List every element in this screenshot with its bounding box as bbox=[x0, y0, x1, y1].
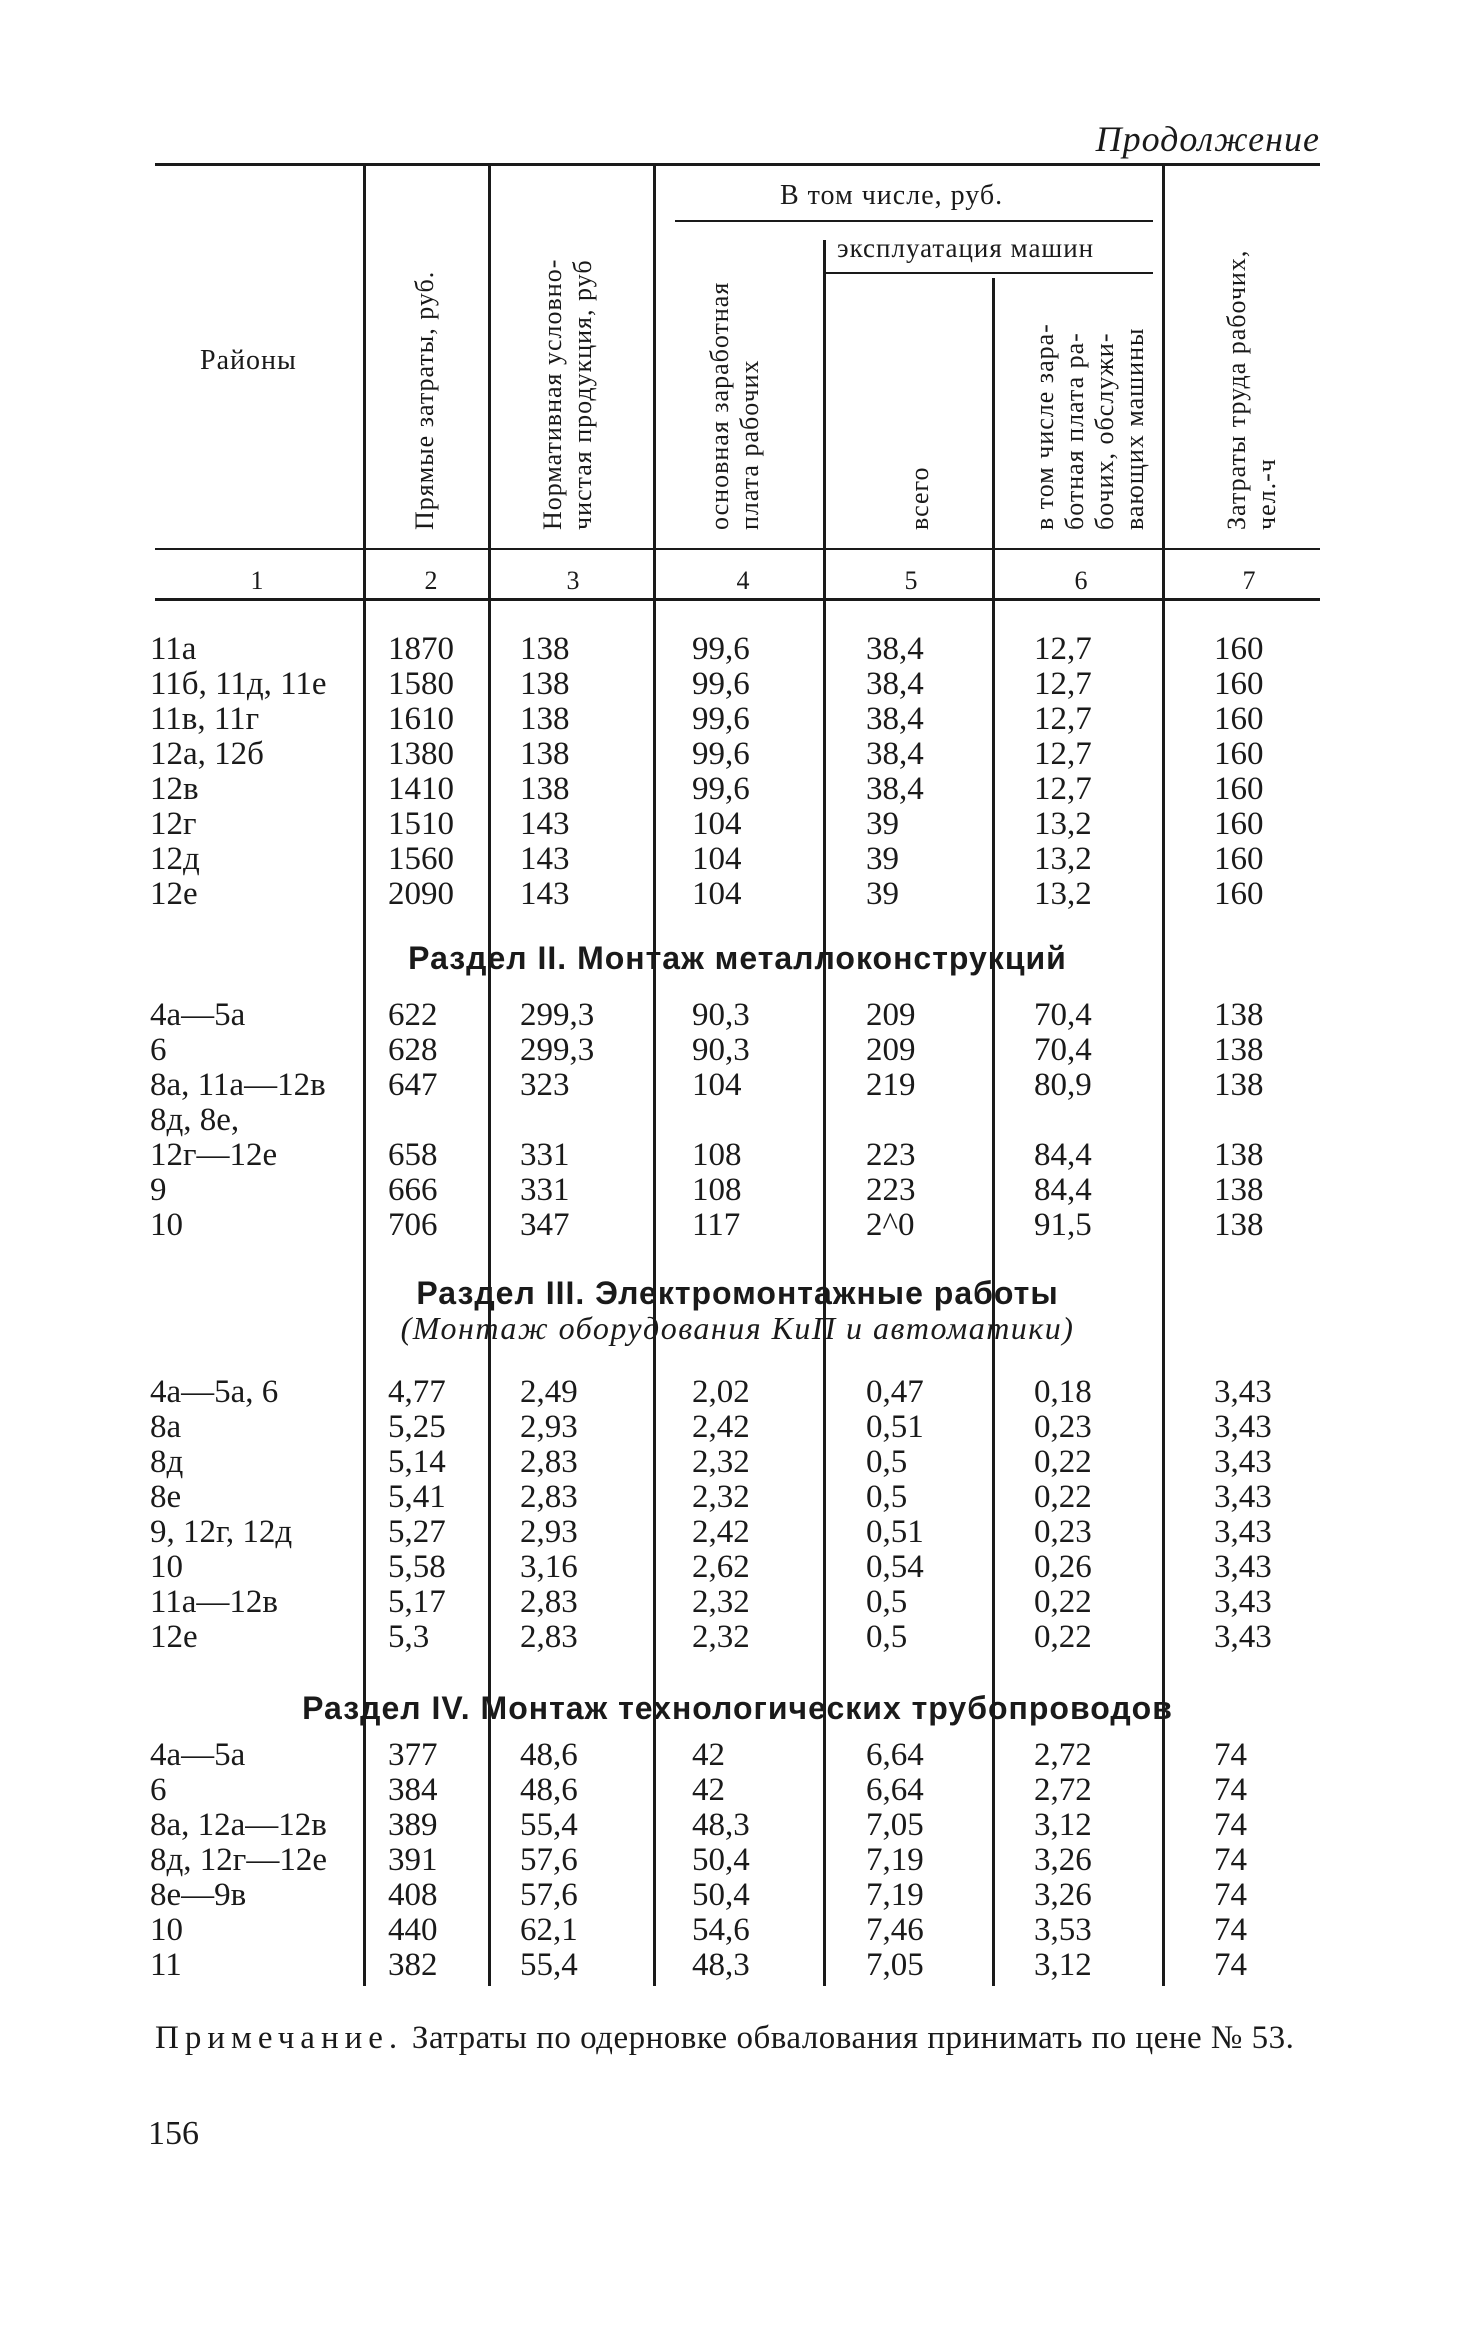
table-row bbox=[0, 1033, 1475, 1068]
table-row bbox=[0, 1445, 1475, 1480]
region-cell: 12г—12е bbox=[150, 1137, 278, 1173]
section-4-title: Раздел IV. Монтаж технологических трубопроводов bbox=[302, 1690, 1173, 1726]
column-number: 5 bbox=[904, 566, 918, 595]
value-cell: 91,5 bbox=[1034, 1207, 1092, 1243]
region-cell: 8а, 11а—12в bbox=[150, 1067, 326, 1103]
value-cell: 74 bbox=[1214, 1912, 1247, 1948]
value-cell: 331 bbox=[520, 1137, 570, 1173]
value-cell: 143 bbox=[520, 876, 570, 912]
value-cell: 62,1 bbox=[520, 1912, 578, 1948]
value-cell: 160 bbox=[1214, 736, 1264, 772]
value-cell: 382 bbox=[388, 1947, 438, 1983]
header-normative-line1: Нормативная условно- bbox=[538, 258, 567, 530]
value-cell: 219 bbox=[866, 1067, 916, 1103]
value-cell: 2,42 bbox=[692, 1409, 750, 1445]
value-cell: 1410 bbox=[388, 771, 454, 807]
value-cell: 138 bbox=[1214, 1207, 1264, 1243]
value-cell: 160 bbox=[1214, 806, 1264, 842]
value-cell: 3,12 bbox=[1034, 1807, 1092, 1843]
table-row bbox=[0, 807, 1475, 842]
table-row bbox=[0, 842, 1475, 877]
table-row bbox=[0, 1173, 1475, 1208]
region-cell: 12г bbox=[150, 806, 197, 842]
value-cell: 84,4 bbox=[1034, 1137, 1092, 1173]
value-cell: 74 bbox=[1214, 1877, 1247, 1913]
value-cell: 5,17 bbox=[388, 1584, 446, 1620]
region-cell: 8а bbox=[150, 1409, 182, 1445]
value-cell: 2,83 bbox=[520, 1584, 578, 1620]
value-cell: 0,22 bbox=[1034, 1619, 1092, 1655]
value-cell: 5,41 bbox=[388, 1479, 446, 1515]
value-cell: 39 bbox=[866, 841, 899, 877]
value-cell: 99,6 bbox=[692, 771, 750, 807]
table-row bbox=[0, 772, 1475, 807]
value-cell: 84,4 bbox=[1034, 1172, 1092, 1208]
value-cell: 48,6 bbox=[520, 1772, 578, 1808]
header-direct-costs: Прямые затраты, руб. bbox=[410, 270, 439, 530]
value-cell: 440 bbox=[388, 1912, 438, 1948]
table-row bbox=[0, 1738, 1475, 1773]
value-cell: 7,19 bbox=[866, 1842, 924, 1878]
value-cell: 1380 bbox=[388, 736, 454, 772]
value-cell: 5,58 bbox=[388, 1549, 446, 1585]
header-labor-line1: Затраты труда рабочих, bbox=[1222, 249, 1251, 530]
table-row bbox=[0, 1843, 1475, 1878]
value-cell: 55,4 bbox=[520, 1947, 578, 1983]
region-cell: 8е—9в bbox=[150, 1877, 247, 1913]
value-cell: 42 bbox=[692, 1772, 725, 1808]
value-cell: 7,19 bbox=[866, 1877, 924, 1913]
header-machine-wages-line1: в том числе зара- bbox=[1030, 323, 1059, 530]
value-cell: 389 bbox=[388, 1807, 438, 1843]
value-cell: 209 bbox=[866, 997, 916, 1033]
value-cell: 160 bbox=[1214, 631, 1264, 667]
table-row bbox=[0, 632, 1475, 667]
value-cell: 2,32 bbox=[692, 1584, 750, 1620]
value-cell: 160 bbox=[1214, 701, 1264, 737]
table-row bbox=[0, 1948, 1475, 1983]
value-cell: 143 bbox=[520, 806, 570, 842]
value-cell: 3,12 bbox=[1034, 1947, 1092, 1983]
value-cell: 0,47 bbox=[866, 1374, 924, 1410]
region-cell: 9, 12г, 12д bbox=[150, 1514, 293, 1550]
value-cell: 138 bbox=[520, 701, 570, 737]
value-cell: 38,4 bbox=[866, 631, 924, 667]
value-cell: 299,3 bbox=[520, 1032, 595, 1068]
value-cell: 223 bbox=[866, 1137, 916, 1173]
table-top-rule bbox=[155, 163, 1320, 166]
table-row bbox=[0, 737, 1475, 772]
column-number: 4 bbox=[736, 566, 750, 595]
value-cell: 13,2 bbox=[1034, 876, 1092, 912]
table-row bbox=[0, 1480, 1475, 1515]
value-cell: 3,16 bbox=[520, 1549, 578, 1585]
value-cell: 2,62 bbox=[692, 1549, 750, 1585]
value-cell: 13,2 bbox=[1034, 806, 1092, 842]
value-cell: 99,6 bbox=[692, 701, 750, 737]
column-number: 6 bbox=[1074, 566, 1088, 595]
value-cell: 6,64 bbox=[866, 1772, 924, 1808]
table-row bbox=[0, 1585, 1475, 1620]
value-cell: 0,23 bbox=[1034, 1409, 1092, 1445]
table-row bbox=[0, 1515, 1475, 1550]
value-cell: 1870 bbox=[388, 631, 454, 667]
value-cell: 99,6 bbox=[692, 631, 750, 667]
value-cell: 90,3 bbox=[692, 997, 750, 1033]
region-cell: 10 bbox=[150, 1912, 183, 1948]
column-number: 1 bbox=[250, 566, 264, 595]
header-including: В том числе, руб. bbox=[780, 180, 1004, 211]
including-rule bbox=[675, 220, 1153, 222]
table-row bbox=[0, 667, 1475, 702]
value-cell: 138 bbox=[520, 666, 570, 702]
table-row bbox=[0, 1773, 1475, 1808]
region-cell: 6 bbox=[150, 1032, 167, 1068]
value-cell: 99,6 bbox=[692, 666, 750, 702]
value-cell: 104 bbox=[692, 876, 742, 912]
value-cell: 209 bbox=[866, 1032, 916, 1068]
header-labor-line2: чел.-ч bbox=[1252, 458, 1281, 530]
table-row bbox=[0, 1808, 1475, 1843]
value-cell: 42 bbox=[692, 1737, 725, 1773]
value-cell: 0,54 bbox=[866, 1549, 924, 1585]
value-cell: 0,5 bbox=[866, 1444, 908, 1480]
region-cell: 12е bbox=[150, 1619, 198, 1655]
value-cell: 57,6 bbox=[520, 1842, 578, 1878]
table-row bbox=[0, 702, 1475, 737]
value-cell: 3,43 bbox=[1214, 1584, 1272, 1620]
value-cell: 38,4 bbox=[866, 701, 924, 737]
value-cell: 160 bbox=[1214, 771, 1264, 807]
table-row bbox=[0, 1550, 1475, 1585]
value-cell: 2,32 bbox=[692, 1619, 750, 1655]
value-cell: 5,25 bbox=[388, 1409, 446, 1445]
region-cell: 10 bbox=[150, 1207, 183, 1243]
value-cell: 3,43 bbox=[1214, 1514, 1272, 1550]
region-cell: 6 bbox=[150, 1772, 167, 1808]
value-cell: 2^0 bbox=[866, 1207, 915, 1243]
value-cell: 0,26 bbox=[1034, 1549, 1092, 1585]
value-cell: 0,18 bbox=[1034, 1374, 1092, 1410]
header-machine-wages-line3: бочих, обслужи- bbox=[1090, 332, 1119, 530]
column-numbers-rule bbox=[155, 598, 1320, 601]
value-cell: 658 bbox=[388, 1137, 438, 1173]
header-normative-line2: чистая продукция, руб bbox=[568, 259, 597, 530]
value-cell: 50,4 bbox=[692, 1877, 750, 1913]
value-cell: 160 bbox=[1214, 666, 1264, 702]
section-2-title: Раздел II. Монтаж металлоконструкций bbox=[408, 940, 1067, 976]
table-row bbox=[0, 1878, 1475, 1913]
header-wages-line1: основная заработная bbox=[705, 281, 734, 530]
value-cell: 12,7 bbox=[1034, 771, 1092, 807]
value-cell: 0,5 bbox=[866, 1479, 908, 1515]
value-cell: 38,4 bbox=[866, 666, 924, 702]
value-cell: 3,43 bbox=[1214, 1479, 1272, 1515]
value-cell: 1610 bbox=[388, 701, 454, 737]
value-cell: 2,93 bbox=[520, 1514, 578, 1550]
value-cell: 3,43 bbox=[1214, 1619, 1272, 1655]
value-cell: 3,43 bbox=[1214, 1444, 1272, 1480]
value-cell: 12,7 bbox=[1034, 701, 1092, 737]
value-cell: 299,3 bbox=[520, 997, 595, 1033]
value-cell: 0,22 bbox=[1034, 1479, 1092, 1515]
table-row bbox=[0, 1913, 1475, 1948]
value-cell: 50,4 bbox=[692, 1842, 750, 1878]
value-cell: 48,3 bbox=[692, 1947, 750, 1983]
value-cell: 5,3 bbox=[388, 1619, 430, 1655]
region-cell: 8д bbox=[150, 1444, 184, 1480]
header-machine-wages-line2: ботная плата ра- bbox=[1060, 332, 1089, 530]
value-cell: 13,2 bbox=[1034, 841, 1092, 877]
value-cell: 39 bbox=[866, 806, 899, 842]
value-cell: 347 bbox=[520, 1207, 570, 1243]
footnote bbox=[155, 2015, 1325, 2061]
value-cell: 99,6 bbox=[692, 736, 750, 772]
value-cell: 2,83 bbox=[520, 1444, 578, 1480]
value-cell: 104 bbox=[692, 841, 742, 877]
column-number: 2 bbox=[424, 566, 438, 595]
value-cell: 143 bbox=[520, 841, 570, 877]
header-total: всего bbox=[905, 466, 934, 530]
value-cell: 3,43 bbox=[1214, 1409, 1272, 1445]
value-cell: 138 bbox=[520, 771, 570, 807]
region-cell: 4а—5а, 6 bbox=[150, 1374, 279, 1410]
value-cell: 323 bbox=[520, 1067, 570, 1103]
value-cell: 74 bbox=[1214, 1772, 1247, 1808]
value-cell: 138 bbox=[520, 631, 570, 667]
value-cell: 90,3 bbox=[692, 1032, 750, 1068]
value-cell: 2,02 bbox=[692, 1374, 750, 1410]
table-row bbox=[0, 1208, 1475, 1243]
region-cell: 10 bbox=[150, 1549, 183, 1585]
value-cell: 57,6 bbox=[520, 1877, 578, 1913]
header-machine-wages-line4: вающих машины bbox=[1120, 327, 1149, 530]
value-cell: 74 bbox=[1214, 1737, 1247, 1773]
region-cell: 12д bbox=[150, 841, 200, 877]
region-cell: 12е bbox=[150, 876, 198, 912]
footnote-text: Затраты по одерновке обвалования принимать по цене № 53. bbox=[403, 2020, 1295, 2056]
value-cell: 3,26 bbox=[1034, 1842, 1092, 1878]
value-cell: 1580 bbox=[388, 666, 454, 702]
value-cell: 104 bbox=[692, 1067, 742, 1103]
table-row bbox=[0, 998, 1475, 1033]
value-cell: 622 bbox=[388, 997, 438, 1033]
region-cell: 11а bbox=[150, 631, 197, 667]
region-cell: 11в, 11г bbox=[150, 701, 260, 737]
section-3-title: Раздел III. Электромонтажные работы bbox=[416, 1275, 1059, 1311]
value-cell: 2090 bbox=[388, 876, 454, 912]
value-cell: 2,83 bbox=[520, 1479, 578, 1515]
value-cell: 138 bbox=[1214, 1032, 1264, 1068]
column-number: 3 bbox=[566, 566, 580, 595]
value-cell: 12,7 bbox=[1034, 666, 1092, 702]
value-cell: 138 bbox=[1214, 997, 1264, 1033]
value-cell: 0,51 bbox=[866, 1409, 924, 1445]
value-cell: 138 bbox=[1214, 1137, 1264, 1173]
value-cell: 48,3 bbox=[692, 1807, 750, 1843]
header-regions: Районы bbox=[200, 345, 297, 376]
footnote-label: Примечание. bbox=[155, 2020, 404, 2056]
machines-rule bbox=[826, 272, 1153, 274]
value-cell: 3,26 bbox=[1034, 1877, 1092, 1913]
continuation-label: Продолжение bbox=[1095, 119, 1320, 159]
value-cell: 2,83 bbox=[520, 1619, 578, 1655]
region-cell: 8е bbox=[150, 1479, 182, 1515]
region-cell: 12а, 12б bbox=[150, 736, 264, 772]
value-cell: 4,77 bbox=[388, 1374, 446, 1410]
value-cell: 74 bbox=[1214, 1807, 1247, 1843]
table-row bbox=[0, 1410, 1475, 1445]
value-cell: 138 bbox=[520, 736, 570, 772]
column-number: 7 bbox=[1242, 566, 1256, 595]
value-cell: 223 bbox=[866, 1172, 916, 1208]
value-cell: 12,7 bbox=[1034, 736, 1092, 772]
value-cell: 70,4 bbox=[1034, 1032, 1092, 1068]
value-cell: 1510 bbox=[388, 806, 454, 842]
header-wages-line2: плата рабочих bbox=[735, 359, 764, 530]
value-cell: 104 bbox=[692, 806, 742, 842]
value-cell: 108 bbox=[692, 1137, 742, 1173]
region-cell: 4а—5а bbox=[150, 997, 246, 1033]
value-cell: 160 bbox=[1214, 876, 1264, 912]
value-cell: 2,49 bbox=[520, 1374, 578, 1410]
value-cell: 12,7 bbox=[1034, 631, 1092, 667]
value-cell: 38,4 bbox=[866, 771, 924, 807]
value-cell: 70,4 bbox=[1034, 997, 1092, 1033]
region-cell: 8а, 12а—12в bbox=[150, 1807, 327, 1843]
region-cell: 12в bbox=[150, 771, 199, 807]
value-cell: 0,23 bbox=[1034, 1514, 1092, 1550]
value-cell: 2,32 bbox=[692, 1479, 750, 1515]
table-row bbox=[0, 1138, 1475, 1173]
table-row bbox=[0, 1375, 1475, 1410]
region-cell: 9 bbox=[150, 1172, 167, 1208]
value-cell: 408 bbox=[388, 1877, 438, 1913]
value-cell: 1560 bbox=[388, 841, 454, 877]
value-cell: 117 bbox=[692, 1207, 741, 1243]
value-cell: 5,27 bbox=[388, 1514, 446, 1550]
value-cell: 2,42 bbox=[692, 1514, 750, 1550]
value-cell: 3,43 bbox=[1214, 1549, 1272, 1585]
section-3-subtitle: (Монтаж оборудования КиП и автоматики) bbox=[400, 1310, 1075, 1346]
value-cell: 0,5 bbox=[866, 1619, 908, 1655]
value-cell: 0,51 bbox=[866, 1514, 924, 1550]
value-cell: 7,05 bbox=[866, 1807, 924, 1843]
region-cell: 11б, 11д, 11е bbox=[150, 666, 327, 702]
header-machines: эксплуатация машин bbox=[837, 233, 1095, 263]
value-cell: 48,6 bbox=[520, 1737, 578, 1773]
region-cell: 8д, 12г—12е bbox=[150, 1842, 327, 1878]
value-cell: 7,46 bbox=[866, 1912, 924, 1948]
value-cell: 7,05 bbox=[866, 1947, 924, 1983]
value-cell: 74 bbox=[1214, 1842, 1247, 1878]
value-cell: 38,4 bbox=[866, 736, 924, 772]
region-cell: 4а—5а bbox=[150, 1737, 246, 1773]
value-cell: 6,64 bbox=[866, 1737, 924, 1773]
region-cell: 11 bbox=[150, 1947, 182, 1983]
value-cell: 3,43 bbox=[1214, 1374, 1272, 1410]
value-cell: 647 bbox=[388, 1067, 438, 1103]
value-cell: 384 bbox=[388, 1772, 438, 1808]
value-cell: 2,72 bbox=[1034, 1772, 1092, 1808]
table-row bbox=[0, 1620, 1475, 1655]
value-cell: 5,14 bbox=[388, 1444, 446, 1480]
value-cell: 666 bbox=[388, 1172, 438, 1208]
value-cell: 331 bbox=[520, 1172, 570, 1208]
table-row bbox=[0, 1103, 1475, 1138]
value-cell: 706 bbox=[388, 1207, 438, 1243]
value-cell: 138 bbox=[1214, 1172, 1264, 1208]
table-row bbox=[0, 877, 1475, 912]
value-cell: 160 bbox=[1214, 841, 1264, 877]
value-cell: 3,53 bbox=[1034, 1912, 1092, 1948]
value-cell: 391 bbox=[388, 1842, 438, 1878]
value-cell: 39 bbox=[866, 876, 899, 912]
value-cell: 2,72 bbox=[1034, 1737, 1092, 1773]
page-number: 156 bbox=[148, 2115, 199, 2152]
header-bottom-rule bbox=[155, 548, 1320, 550]
value-cell: 2,32 bbox=[692, 1444, 750, 1480]
value-cell: 74 bbox=[1214, 1947, 1247, 1983]
table-row bbox=[0, 1068, 1475, 1103]
value-cell: 2,93 bbox=[520, 1409, 578, 1445]
value-cell: 54,6 bbox=[692, 1912, 750, 1948]
value-cell: 55,4 bbox=[520, 1807, 578, 1843]
value-cell: 138 bbox=[1214, 1067, 1264, 1103]
value-cell: 0,22 bbox=[1034, 1584, 1092, 1620]
value-cell: 80,9 bbox=[1034, 1067, 1092, 1103]
region-cell: 8д, 8е, bbox=[150, 1102, 240, 1138]
value-cell: 108 bbox=[692, 1172, 742, 1208]
value-cell: 0,22 bbox=[1034, 1444, 1092, 1480]
value-cell: 0,5 bbox=[866, 1584, 908, 1620]
value-cell: 377 bbox=[388, 1737, 438, 1773]
region-cell: 11а—12в bbox=[150, 1584, 279, 1620]
value-cell: 628 bbox=[388, 1032, 438, 1068]
